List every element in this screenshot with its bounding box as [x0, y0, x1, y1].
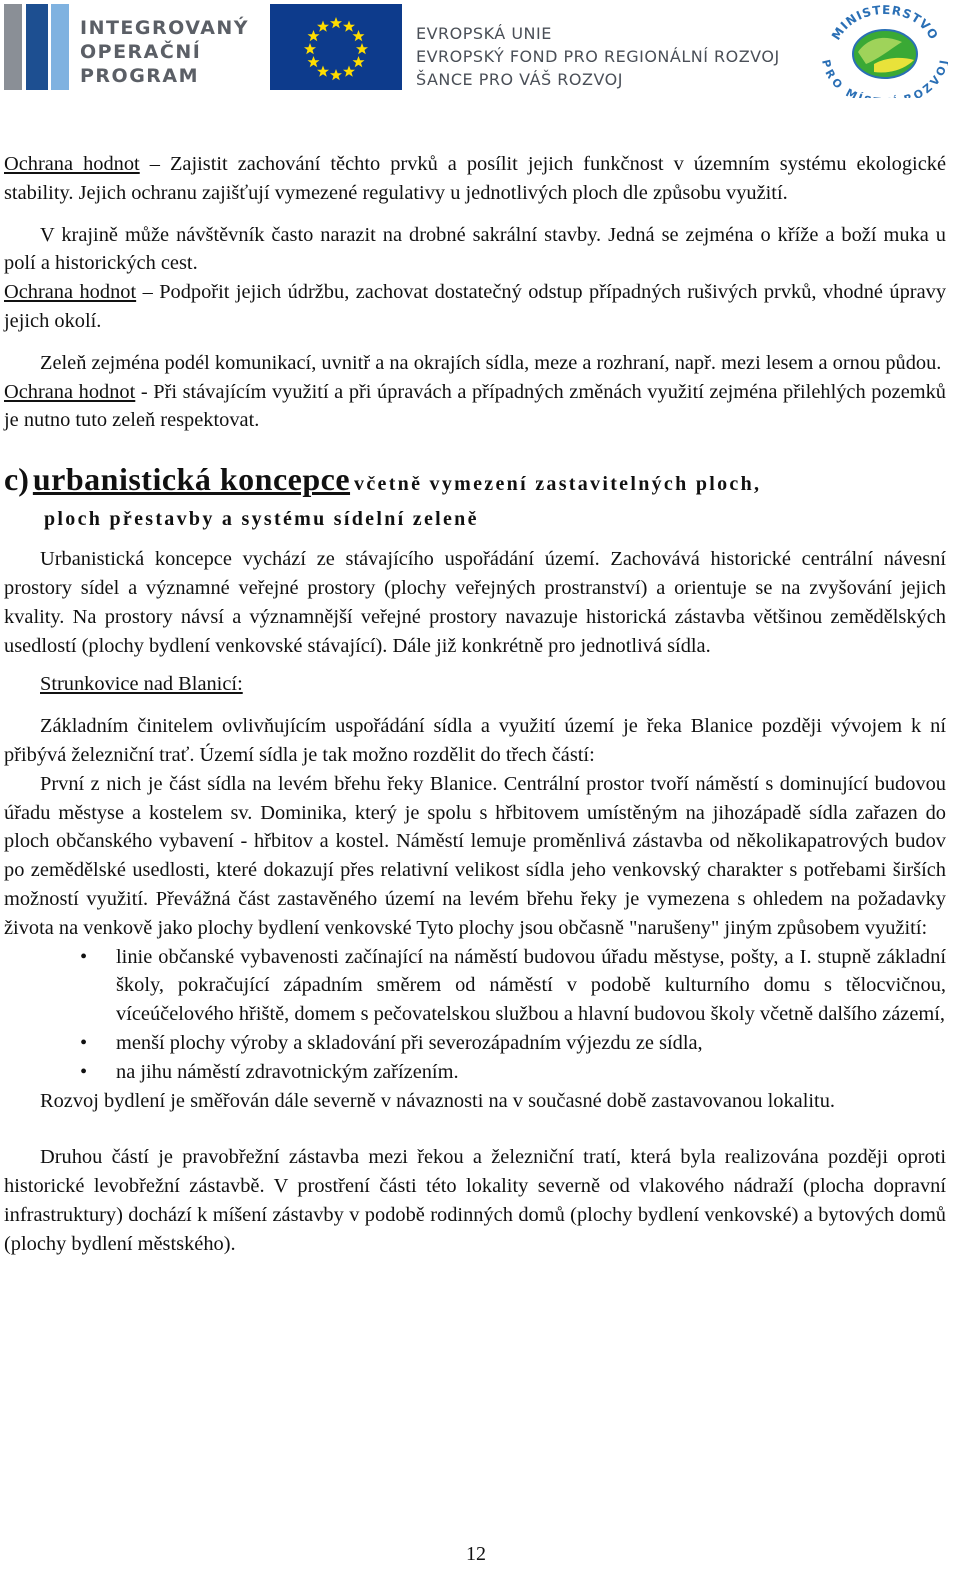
paragraph-ochrana-3-text: - Při stávajícím využití a při úpravách a případných změnách využití zejména přilehlých pozemků je nutno tuto zeleň respektovat. [4, 380, 946, 432]
paragraph-blanice: Základním činitelem ovlivňujícím uspořádání sídla a využití území je řeka Blanice později vývojem k ní přibývá železniční trať. Území sídla je tak možno rozdělit do třech částí: [4, 715, 946, 766]
heading-main: urbanistická koncepce [32, 461, 351, 498]
paragraph-ochrana-1-text: – Zajistit zachování těchto prvků a posílit jejich funkčnost v územním systému ekologické stability. Jejich ochranu zajišťují vymezené regulativy u jednotlivých ploch dle způsobu využití. [4, 153, 947, 204]
paragraph-ochrana-2 [4, 278, 946, 336]
paragraph-pravobrezni: Druhou částí je pravobřežní zástavba mezi řekou a železniční tratí, která byla realizována později oproti historické levobřežní zástavbě. V prostření části této lokality severně od vlakového nádraží (plocha dopravní infrastruktury) dochází k míšení zástavby v podobě rodinných domů (plochy bydlení venkovské) a bytových domů (plochy bydlení městského). [4, 1146, 946, 1255]
heading-rest: včetně vymezení zastavitelných ploch, [354, 473, 762, 496]
paragraph-ochrana-1 [4, 150, 946, 208]
iop-line2: OPERAČNÍ [80, 41, 202, 63]
ochrana-label-3: Ochrana hodnot [4, 380, 136, 403]
ochrana-label-1: Ochrana hodnot [4, 153, 140, 175]
iop-logo [4, 4, 250, 92]
list-item: • linie občanské vybavenosti začínající na náměstí budovou úřadu městyse, pošty, a I. stupně základní školy, pokračující západním směrem od náměstí v podobě kulturního domu s tělocvičnou, víceúčelového hřiště, domem s pečovatelskou službou a hlavní budovou školy včetně dalšího zázemí, [116, 943, 946, 1029]
iop-logo-text [80, 16, 249, 88]
eu-logo [270, 4, 790, 92]
iop-line3: PROGRAM [80, 65, 200, 87]
paragraph-leve-breh: První z nich je část sídla na levém břehu řeky Blanice. Centrální prostor tvoří náměstí s dominující budovou úřadu městyse a kostelem sv. Dominika, který je spolu s hřbitovem umístěným na jihozápadě sídla zařazen do ploch občanského vybavení - hřbitov a kostel. Náměstí lemuje proměnlivá zástavba od několikapatrových budov po zemědělské usedlosti, které dokazují přes relativní velikost sídla jeho venkovský charakter s potřebami širších možností využití. Převážná část zastavěného území na levém břehu řeky je vymezena s ohledem na požadavky života na venkově jako plochy bydlení venkovské Tyto plochy jsou občasně "narušeny" jiným způsobem využití: [4, 772, 946, 939]
page-header [0, 0, 960, 100]
document-body [4, 150, 946, 1259]
eu-line2: EVROPSKÝ FOND PRO REGIONÁLNÍ ROZVOJ [416, 47, 780, 66]
paragraph-urbanisticka-koncepce: Urbanistická koncepce vychází ze stávajícího uspořádání území. Zachovává historické centrální návesní prostory sídel a významné veřejné prostory (plochy veřejných prostranství) a orientuje se na zvyšování jejich kvality. Na prostory návsí a významnější veřejné prostory navazuje historická zástavba většinou zemědělských usedlostí (plochy bydlení venkovské stávající). Dále již konkrétně pro jednotlivá sídla. [4, 548, 946, 657]
eu-flag-icon [270, 4, 402, 90]
section-heading-c [4, 459, 946, 532]
bullet-list [4, 943, 946, 1087]
paragraph-rozvoj-bydleni: Rozvoj bydlení je směřován dále severně v návaznosti na v současné době zastavovanou lokalitu. [40, 1089, 835, 1112]
eu-logo-text [416, 22, 780, 91]
mmr-emblem-icon [822, 2, 948, 98]
heading-letter: c) [4, 461, 29, 498]
eu-line1: EVROPSKÁ UNIE [416, 24, 552, 43]
eu-line3: ŠANCE PRO VÁŠ ROZVOJ [416, 70, 623, 89]
paragraph-zelen: Zeleň zejména podél komunikací, uvnitř a na okrajích sídla, meze a rozhraní, např. mezi lesem a ornou půdou. [40, 351, 942, 374]
iop-line1: INTEGROVANÝ [80, 17, 250, 39]
heading-line2: ploch přestavby a systému sídelní zeleně [44, 508, 479, 531]
mmr-bottom-text: RO M OZVO [822, 63, 948, 98]
list-item: • na jihu náměstí zdravotnickým zařízením. [116, 1058, 946, 1087]
page-number: 12 [466, 1543, 486, 1565]
paragraph-ochrana-2-text: – Podpořit jejich údržbu, zachovat dostatečný odstup případných rušivých prvků, vhodné úpravy jejich okolí. [4, 281, 947, 332]
list-item: • menší plochy výroby a skladování při severozápadním výjezdu ze sídla, [116, 1029, 946, 1058]
iop-logo-bars [4, 4, 64, 92]
mmr-logo [822, 2, 948, 98]
subheading-strunkovice: Strunkovice nad Blanicí: [40, 673, 243, 696]
paragraph-sakralni-stavby: V krajině může návštěvník často narazit na drobné sakrální stavby. Jedná se zejména o kříže a boží muka u polí a historických cest. [4, 223, 946, 275]
paragraph-ochrana-3 [4, 378, 946, 436]
ochrana-label-2: Ochrana hodnot [4, 281, 137, 304]
mmr-top-text: MINISTERSTVO [828, 2, 942, 43]
